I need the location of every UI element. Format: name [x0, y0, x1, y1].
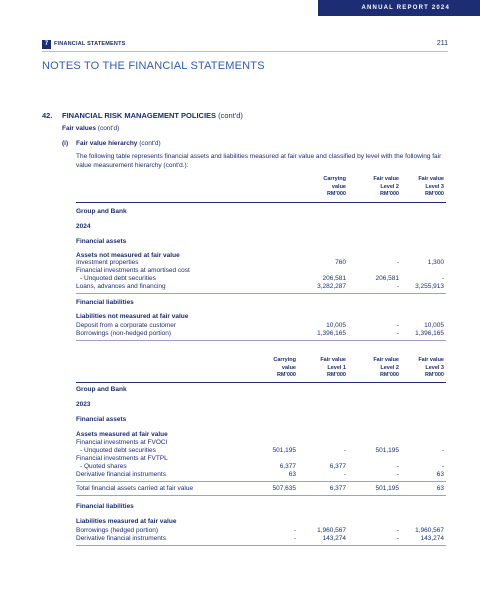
t1-assets-rule [76, 293, 446, 294]
t2-col-level2 [352, 357, 399, 380]
t1-col-carrying-l1: Carrying [323, 176, 346, 182]
t2-liab-level3: 143,274 [420, 535, 444, 542]
t2-total-level2: 501,195 [375, 485, 399, 492]
sub-number: (i) [62, 140, 69, 147]
t1-row-carrying: 760 [335, 259, 346, 266]
note-heading [42, 111, 243, 120]
t1-bottom-rule [76, 340, 446, 341]
t1-col-level2-l3: RM'000 [379, 191, 399, 197]
t2-liab-level1: 1,960,567 [317, 527, 346, 534]
fair-values-title: Fair values [62, 125, 96, 132]
fair-values-heading [62, 125, 119, 132]
t2-liab-level2: - [396, 535, 399, 542]
t2-liab-level1: 143,274 [322, 535, 346, 542]
t2-row-level2: 501,195 [375, 447, 399, 454]
section-divider [42, 51, 448, 52]
t1-liab-level3: 1,396,165 [415, 330, 444, 337]
t2-row-label: Financial investments at FVTPL [76, 455, 168, 462]
t1-col-level3-l2: Level 3 [425, 183, 444, 190]
t1-col-level3-l1: Fair value [418, 176, 444, 182]
t1-liabilities-caption: Liabilities not measured at fair value [76, 313, 189, 320]
t2-col-level1-l2: Level 1 [327, 364, 346, 371]
t2-col-carrying-l3: RM'000 [276, 372, 296, 378]
t1-col-level3 [400, 176, 444, 199]
t1-row-level2: 206,581 [375, 275, 399, 282]
t2-col-level3-l1: Fair value [418, 357, 444, 363]
t1-liab-level2: - [396, 322, 399, 329]
t2-row-level3: - [441, 447, 444, 454]
t1-row-carrying: 3,282,287 [317, 283, 346, 290]
t2-total-level3: 63 [436, 485, 444, 492]
t2-row-level2: - [396, 463, 399, 470]
t2-liab-row-label: Derivative financial instruments [76, 535, 166, 542]
t1-row-label: Investment properties [76, 259, 139, 266]
t2-total-label: Total financial assets carried at fair value [76, 485, 194, 492]
fair-values-contd: (cont'd) [97, 125, 120, 132]
t1-row-level2: - [396, 283, 399, 290]
t1-header-rule [76, 202, 446, 203]
t2-financial-liabilities: Financial liabilities [76, 503, 134, 510]
section-header [42, 40, 448, 50]
t2-row-level2: - [396, 471, 399, 478]
t2-liab-level2: - [396, 527, 399, 534]
t1-liab-carrying: 10,005 [326, 322, 346, 329]
t2-row-level1: - [343, 447, 346, 454]
note-title: FINANCIAL RISK MANAGEMENT POLICIES [62, 111, 217, 120]
sub-contd: (cont'd) [139, 140, 161, 147]
t1-year: 2024 [76, 223, 91, 230]
sub-title: Fair value hierarchy [76, 140, 138, 147]
t2-financial-assets: Financial assets [76, 416, 127, 423]
annual-report-banner: ANNUAL REPORT 2024 [318, 0, 480, 16]
t2-liabilities-caption: Liabilities measured at fair value [76, 518, 177, 525]
t2-row-level3: - [441, 463, 444, 470]
t1-col-carrying-l2: value [331, 183, 346, 190]
t1-col-level2-l1: Fair value [373, 176, 399, 182]
t2-liab-row-label: Borrowings (hedged portion) [76, 527, 159, 534]
t1-liab-level2: - [396, 330, 399, 337]
hierarchy-heading [62, 140, 161, 147]
t2-row-label: Financial investments at FVOCI [76, 439, 168, 446]
section-number-badge: 7 [42, 40, 51, 49]
t2-row-carrying: 501,195 [272, 447, 296, 454]
t2-col-level1-l1: Fair value [320, 357, 346, 363]
t2-year: 2023 [76, 401, 91, 408]
t2-row-label: - Unquoted debt securities [80, 447, 156, 454]
t2-liab-carrying: - [293, 535, 296, 542]
t2-total-carrying: 507,635 [272, 485, 296, 492]
t1-liab-row-label: Borrowings (non-hedged portion) [76, 330, 172, 337]
t2-total-top-rule [76, 481, 446, 482]
t2-assets-caption: Assets measured at fair value [76, 431, 168, 438]
t2-row-carrying: 6,377 [279, 463, 296, 470]
t2-col-level2-l2: Level 2 [380, 364, 399, 371]
page-title: NOTES TO THE FINANCIAL STATEMENTS [42, 60, 265, 72]
t2-total-bottom-rule [76, 495, 446, 496]
t2-col-level2-l1: Fair value [373, 357, 399, 363]
t1-row-level3: 3,255,913 [415, 283, 444, 290]
section-title: FINANCIAL STATEMENTS [54, 41, 126, 47]
t2-row-level1: - [343, 471, 346, 478]
t2-col-carrying [250, 357, 296, 380]
t2-total-level1: 6,377 [329, 485, 346, 492]
t1-financial-assets: Financial assets [76, 238, 127, 245]
t1-row-carrying: 206,581 [322, 275, 346, 282]
intro-paragraph: The following table represents financial assets and liabilities measured at fair value and classified by level with the following fair value measurement hierarchy (cont'd.): [76, 153, 442, 169]
t1-col-level2 [352, 176, 399, 199]
t1-col-level2-l2: Level 2 [380, 183, 399, 190]
t2-header-rule [76, 382, 446, 383]
t2-row-carrying: 63 [288, 471, 296, 478]
t2-col-level1-l3: RM'000 [326, 372, 346, 378]
t1-col-level3-l3: RM'000 [424, 191, 444, 197]
t2-liab-carrying: - [293, 527, 296, 534]
t1-row-label: Loans, advances and financing [76, 283, 166, 290]
t2-group-label: Group and Bank [76, 386, 127, 393]
t1-col-carrying [296, 176, 346, 199]
t2-bottom-rule [76, 545, 446, 546]
t1-row-label: - Unquoted debt securities [80, 275, 156, 282]
t1-row-level2: - [396, 259, 399, 266]
t1-row-level3: - [441, 275, 444, 282]
t1-col-carrying-l3: RM'000 [326, 191, 346, 197]
t2-row-label: - Quoted shares [80, 463, 127, 470]
t1-assets-caption: Assets not measured at fair value [76, 252, 180, 259]
t2-row-label: Derivative financial instruments [76, 471, 166, 478]
t1-liab-carrying: 1,396,165 [317, 330, 346, 337]
t2-row-level1: 6,377 [329, 463, 346, 470]
t1-liab-level3: 10,005 [424, 322, 444, 329]
note-number: 42. [42, 111, 53, 120]
t1-liab-row-label: Deposit from a corporate customer [76, 322, 177, 329]
t1-group-label: Group and Bank [76, 208, 127, 215]
t2-col-level3 [400, 357, 444, 380]
t2-col-level3-l3: RM'000 [424, 372, 444, 378]
t2-col-level2-l3: RM'000 [379, 372, 399, 378]
t1-row-level3: 1,300 [427, 259, 444, 266]
t1-financial-liabilities: Financial liabilities [76, 299, 134, 306]
t2-row-level3: 63 [436, 471, 444, 478]
page-number: 211 [436, 40, 448, 47]
t2-col-level3-l2: Level 3 [425, 364, 444, 371]
t2-liab-level3: 1,960,567 [415, 527, 444, 534]
t2-col-level1 [300, 357, 346, 380]
note-contd: (cont'd) [218, 111, 243, 120]
t1-row-label: Financial investments at amortised cost [76, 267, 190, 274]
t2-col-carrying-l1: Carrying [273, 357, 296, 363]
t2-col-carrying-l2: value [281, 364, 296, 371]
